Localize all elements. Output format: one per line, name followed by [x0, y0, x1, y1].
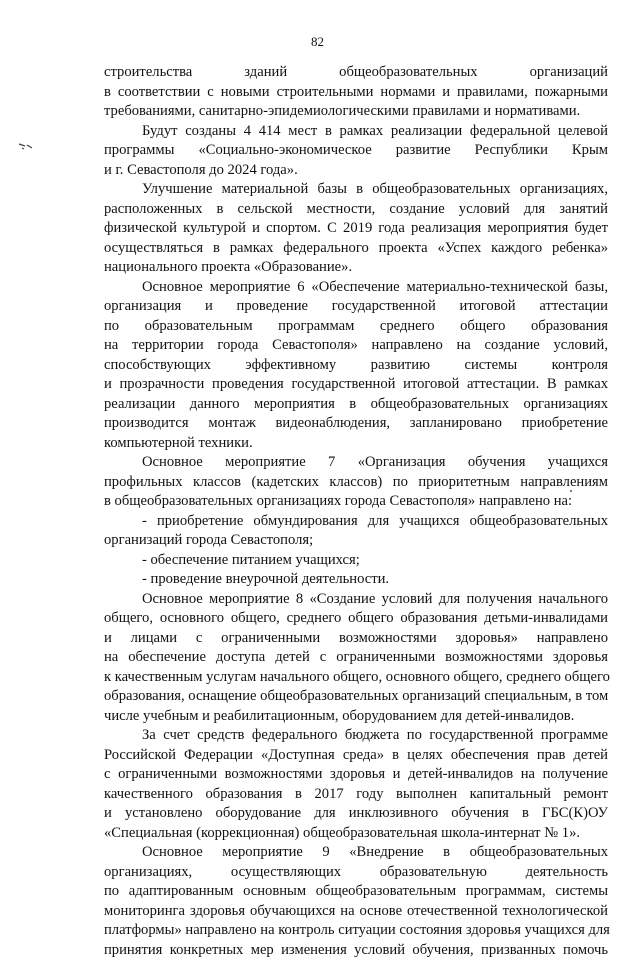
- text-line: «Специальная (коррекционная) общеобразовательная школа-интернат № 1».: [104, 824, 608, 844]
- text-line: физической культурой и спортом. С 2019 года реализация мероприятия будет: [104, 219, 608, 239]
- text-line: программы «Социально-экономическое развитие Республики Крым: [104, 141, 608, 161]
- text-line: национального проекта «Образование».: [104, 258, 608, 278]
- text-line: Основное мероприятие 8 «Создание условий для получения начального: [104, 590, 608, 610]
- text-line: Улучшение материальной базы в общеобразовательных организациях,: [104, 180, 608, 200]
- text-line: к качественным услугам начального общего, основного общего, среднего общего: [104, 668, 608, 688]
- text-line: организациях, осуществляющих образовательную деятельность: [104, 863, 608, 883]
- text-line: организаций города Севастополя;: [104, 531, 608, 551]
- text-line: Основное мероприятие 7 «Организация обучения учащихся: [104, 453, 608, 473]
- text-line: Российской Федерации «Доступная среда» в целях обеспечения прав детей: [104, 746, 608, 766]
- text-line: в общеобразовательных организациях города Севастополя» направлено на:: [104, 492, 608, 512]
- text-line: платформы» направлено на контроль ситуации состояния здоровья учащихся для: [104, 921, 608, 941]
- text-line: За счет средств федерального бюджета по государственной программе: [104, 726, 608, 746]
- scan-artifact-mark: [18, 142, 36, 150]
- text-line: способствующих эффективному развитию системы контроля: [104, 356, 608, 376]
- text-line: - приобретение обмундирования для учащихся общеобразовательных: [104, 512, 608, 532]
- text-line: профильных классов (кадетских классов) по приоритетным направлениям: [104, 473, 608, 493]
- text-line: принятия конкретных мер изменения условий обучения, призванных помочь: [104, 941, 608, 960]
- text-line: Основное мероприятие 6 «Обеспечение материально-технической базы,: [104, 278, 608, 298]
- text-line: - обеспечение питанием учащихся;: [104, 551, 608, 571]
- text-line: расположенных в сельской местности, создание условий для занятий: [104, 200, 608, 220]
- page-number: 82: [0, 34, 635, 50]
- text-line: реализации данного мероприятия в общеобразовательных организациях: [104, 395, 608, 415]
- text-line: в соответствии с новыми строительными нормами и правилами, пожарными: [104, 83, 608, 103]
- text-line: на обеспечение доступа детей с ограниченными возможностями здоровья: [104, 648, 608, 668]
- body-text: [104, 63, 608, 960]
- text-line: по образовательным программам среднего общего образования: [104, 317, 608, 337]
- text-line: Будут созданы 4 414 мест в рамках реализации федеральной целевой: [104, 122, 608, 142]
- text-line: - проведение внеурочной деятельности.: [104, 570, 608, 590]
- text-line: строительства зданий общеобразовательных организаций: [104, 63, 608, 83]
- text-line: производится монтаж видеонаблюдения, запланировано приобретение: [104, 414, 608, 434]
- text-line: числе учебным и реабилитационным, оборудованием для детей-инвалидов.: [104, 707, 608, 727]
- text-line: организация и проведение государственной итоговой аттестации: [104, 297, 608, 317]
- text-line: мониторинга здоровья обучающихся на основе отечественной технологической: [104, 902, 608, 922]
- text-line: требованиями, санитарно-эпидемиологическими правилами и нормативами.: [104, 102, 608, 122]
- text-line: Основное мероприятие 9 «Внедрение в общеобразовательных: [104, 843, 608, 863]
- text-line: и установлено оборудование для инклюзивного обучения в ГБС(К)ОУ: [104, 804, 608, 824]
- text-line: качественного образования в 2017 году выполнен капитальный ремонт: [104, 785, 608, 805]
- text-line: на территории города Севастополя» направлено на создание условий,: [104, 336, 608, 356]
- text-line: с ограниченными возможностями здоровья и детей-инвалидов на получение: [104, 765, 608, 785]
- text-line: осуществляться в рамках федерального проекта «Успех каждого ребенка»: [104, 239, 608, 259]
- text-line: по адаптированным основным общеобразовательным программам, системы: [104, 882, 608, 902]
- text-line: компьютерной техники.: [104, 434, 608, 454]
- text-line: и г. Севастополя до 2024 года».: [104, 161, 608, 181]
- text-line: и прозрачности проведения государственной итоговой аттестации. В рамках: [104, 375, 608, 395]
- text-line: общего, основного общего, среднего общего образования детьми-инвалидами: [104, 609, 608, 629]
- text-line: образования, оснащение общеобразовательных организаций специальным, в том: [104, 687, 608, 707]
- text-line: и лицами с ограниченными возможностями здоровья» направлено: [104, 629, 608, 649]
